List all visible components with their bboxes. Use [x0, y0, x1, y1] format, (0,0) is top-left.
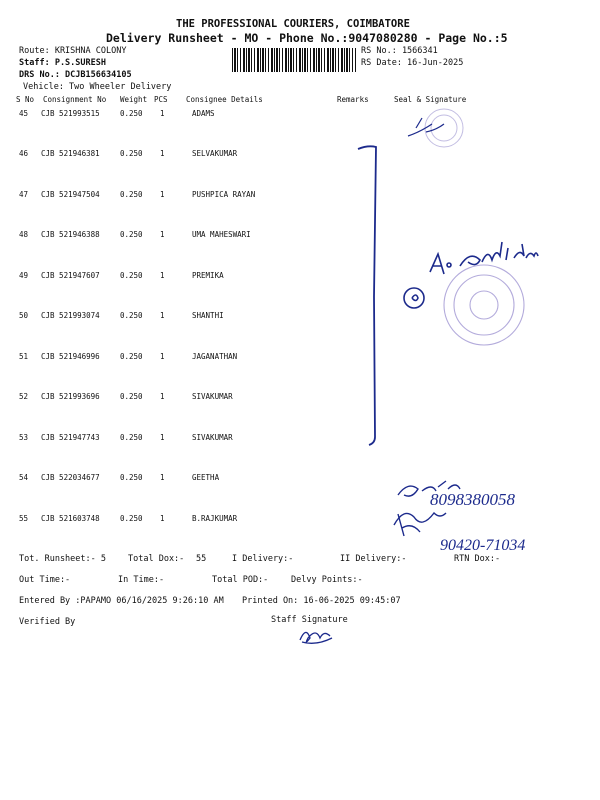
stamp-middle: [444, 265, 524, 345]
col-remarks: Remarks: [337, 95, 369, 104]
col-sno: S No: [16, 95, 35, 104]
row-pcs: 1: [160, 230, 165, 239]
row-weight: 0.250: [120, 352, 143, 361]
rtn-dox-label: RTN Dox:-: [454, 554, 501, 564]
col-seal-signature: Seal & Signature: [394, 95, 467, 104]
row-sno: 47: [19, 190, 29, 199]
row-consignment: CJB 521946388: [41, 230, 100, 239]
row-consignee: SELVAKUMAR: [192, 149, 238, 158]
staff-signature-label: Staff Signature: [271, 615, 348, 625]
row-weight: 0.250: [120, 514, 143, 523]
verified-by: Verified By: [19, 617, 76, 627]
row-consignment: CJB 521946381: [41, 149, 100, 158]
i-delivery-label: I Delivery:-: [232, 554, 294, 564]
row-sno: 52: [19, 392, 29, 401]
printed-on: Printed On: 16-06-2025 09:45:07: [242, 596, 401, 606]
total-dox-label: Total Dox:-: [128, 554, 185, 564]
ink-bracket: [358, 146, 376, 445]
row-consignee: B.RAJKUMAR: [192, 514, 238, 523]
row-consignee: SIVAKUMAR: [192, 392, 233, 401]
row-weight: 0.250: [120, 473, 143, 482]
row-pcs: 1: [160, 433, 165, 442]
company-title: THE PROFESSIONAL COURIERS, COIMBATORE: [176, 18, 410, 30]
in-time-label: In Time:-: [118, 575, 165, 585]
row-consignment: CJB 521947504: [41, 190, 100, 199]
staff-signature: [300, 632, 332, 643]
row-pcs: 1: [160, 473, 165, 482]
row-consignee: GEETHA: [192, 473, 220, 482]
row-pcs: 1: [160, 271, 165, 280]
phone-number-1: 8098380058: [430, 490, 515, 509]
row-weight: 0.250: [120, 190, 143, 199]
row-consignee: JAGANATHAN: [192, 352, 238, 361]
row-pcs: 1: [160, 149, 165, 158]
row-sno: 51: [19, 352, 29, 361]
rs-no-label: RS No.: 1566341: [361, 46, 438, 56]
tot-runsheet: Tot. Runsheet:- 5: [19, 554, 106, 564]
row-sno: 49: [19, 271, 29, 280]
row-consignee: SHANTHI: [192, 311, 224, 320]
row-consignment: CJB 521946996: [41, 352, 100, 361]
row-consignment: CJB 521603748: [41, 514, 100, 523]
row-weight: 0.250: [120, 149, 143, 158]
col-pcs: PCS: [154, 95, 168, 104]
row-pcs: 1: [160, 190, 165, 199]
total-dox-value: 55: [196, 554, 207, 564]
stamp-top: [425, 109, 463, 147]
row-pcs: 1: [160, 352, 165, 361]
phone-number-2: 90420-71034: [440, 537, 526, 554]
route-label: Route: KRISHNA COLONY: [19, 46, 127, 56]
row-consignment: CJB 521993515: [41, 109, 100, 118]
row-consignment: CJB 521947607: [41, 271, 100, 280]
entered-by: Entered By :PAPAMO 06/16/2025 9:26:10 AM: [19, 596, 224, 606]
out-time-label: Out Time:-: [19, 575, 71, 585]
signature-mallika: [404, 242, 538, 308]
drs-label: DRS No.: DCJB156634105: [19, 70, 132, 80]
row-sno: 53: [19, 433, 29, 442]
row-consignee: SIVAKUMAR: [192, 433, 233, 442]
col-consignment: Consignment No: [43, 95, 107, 104]
row-sno: 55: [19, 514, 29, 523]
row-sno: 48: [19, 230, 29, 239]
row-consignment: CJB 521947743: [41, 433, 100, 442]
row-weight: 0.250: [120, 271, 143, 280]
row-weight: 0.250: [120, 311, 143, 320]
ii-delivery-label: II Delivery:-: [340, 554, 407, 564]
row-consignee: PUSHPICA RAYAN: [192, 190, 256, 199]
row-weight: 0.250: [120, 109, 143, 118]
row-pcs: 1: [160, 514, 165, 523]
runsheet-title: Delivery Runsheet - MO - Phone No.:9047080280 - Page No.:5: [106, 31, 508, 45]
staff-label: Staff: P.S.SURESH: [19, 58, 106, 68]
rs-date-label: RS Date: 16-Jun-2025: [361, 58, 464, 68]
row-sno: 50: [19, 311, 29, 320]
row-pcs: 1: [160, 109, 165, 118]
row-weight: 0.250: [120, 230, 143, 239]
row-consignee: ADAMS: [192, 109, 215, 118]
delvy-points-label: Delvy Points:-: [291, 575, 363, 585]
col-consignee: Consignee Details: [186, 95, 263, 104]
row-consignment: CJB 522034677: [41, 473, 100, 482]
row-weight: 0.250: [120, 392, 143, 401]
col-weight: Weight: [120, 95, 148, 104]
total-pod-label: Total POD:-: [212, 575, 269, 585]
vehicle-label: Vehicle: Two Wheeler Delivery: [23, 82, 172, 92]
row-pcs: 1: [160, 392, 165, 401]
row-consignee: PREMIKA: [192, 271, 224, 280]
row-sno: 45: [19, 109, 29, 118]
row-sno: 46: [19, 149, 29, 158]
row-consignment: CJB 521993074: [41, 311, 100, 320]
row-consignee: UMA MAHESWARI: [192, 230, 251, 239]
row-pcs: 1: [160, 311, 165, 320]
row-consignment: CJB 521993696: [41, 392, 100, 401]
row-sno: 54: [19, 473, 29, 482]
row-weight: 0.250: [120, 433, 143, 442]
